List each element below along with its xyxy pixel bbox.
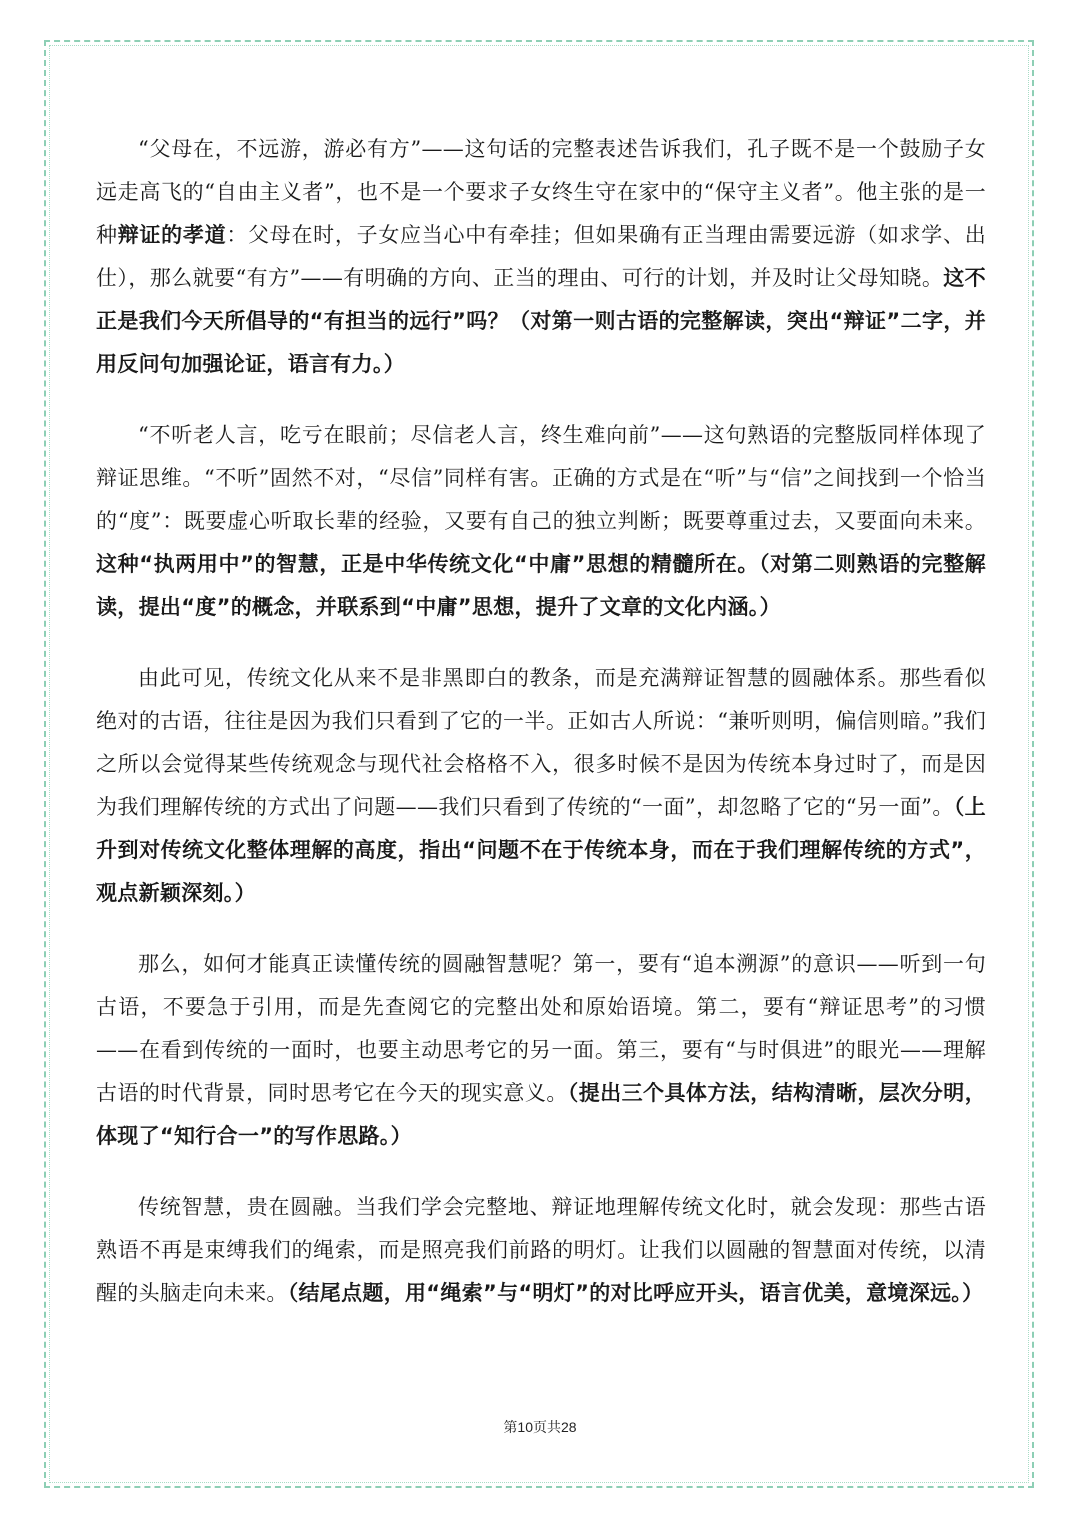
para-1-text-2: ：父母在时，子女应当心中有牵挂；但如果确有正当理由需要远游（如求学、出仕），那么就要“有方”——有明确的方向、正当的理由、可行的计划，并及时让父母知晓。 xyxy=(96,223,986,290)
paragraph-5 xyxy=(96,1186,986,1315)
para-5-annotation: （结尾点题，用“绳索”与“明灯”的对比呼应开头，语言优美，意境深远。） xyxy=(287,1281,984,1305)
para-4-text-1: 那么，如何才能真正读懂传统的圆融智慧呢？第一，要有“追本溯源”的意识——听到一句古语，不要急于引用，而是先查阅它的完整出处和原始语境。第二，要有“辩证思考”的习惯——在看到传统的一面时，也要主动思考它的另一面。第三，要有“与时俱进”的眼光——理解古语的时代背景，同时思考它在今天的现实意义。 xyxy=(96,952,986,1105)
document-body xyxy=(96,128,986,1343)
paragraph-1 xyxy=(96,128,986,386)
paragraph-2 xyxy=(96,414,986,629)
paragraph-3 xyxy=(96,657,986,915)
para-2-text-1: “不听老人言，吃亏在眼前；尽信老人言，终生难向前”——这句熟语的完整版同样体现了辩证思维。“不听”固然不对，“尽信”同样有害。正确的方式是在“听”与“信”之间找到一个恰当的“度”：既要虚心听取长辈的经验，又要有自己的独立判断；既要尊重过去，又要面向未来。 xyxy=(96,423,986,533)
paragraph-4 xyxy=(96,943,986,1158)
page-number: 第10页共28 xyxy=(503,1419,577,1435)
para-1-annotation: （对第一则古语的完整解读，突出“辩证”二字，并用反问句加强论证，语言有力。） xyxy=(96,309,986,376)
para-3-text-1: 由此可见，传统文化从来不是非黑即白的教条，而是充满辩证智慧的圆融体系。那些看似绝对的古语，往往是因为我们只看到了它的一半。正如古人所说：“兼听则明，偏信则暗。”我们之所以会觉得某些传统观念与现代社会格格不入，很多时候不是因为传统本身过时了，而是因为我们理解传统的方式出了问题——我们只看到了传统的“一面”，却忽略了它的“另一面”。 xyxy=(96,666,986,819)
para-1-text-1: “父母在，不远游，游必有方”——这句话的完整表述告诉我们，孔子既不是一个鼓励子女远走高飞的“自由主义者”，也不是一个要求子女终生守在家中的“保守主义者”。他主张的是一种 xyxy=(96,137,986,247)
para-1-bold-2: 这不正是我们今天所倡导的“有担当的远行”吗？ xyxy=(96,266,986,333)
para-2-annotation: （对第二则熟语的完整解读，提出“度”的概念，并联系到“中庸”思想，提升了文章的文化内涵。） xyxy=(96,552,986,619)
para-5-text-1: 传统智慧，贵在圆融。当我们学会完整地、辩证地理解传统文化时，就会发现：那些古语熟语不再是束缚我们的绳索，而是照亮我们前路的明灯。让我们以圆融的智慧面对传统，以清醒的头脑走向未来。 xyxy=(96,1195,986,1305)
para-1-bold-1: 辩证的孝道 xyxy=(117,223,227,247)
para-3-annotation: （上升到对传统文化整体理解的高度，指出“问题不在于传统本身，而在于我们理解传统的方式”，观点新颖深刻。） xyxy=(96,795,986,905)
para-2-bold-1: 这种“执两用中”的智慧，正是中华传统文化“中庸”思想的精髓所在。 xyxy=(96,552,759,576)
para-4-annotation: （提出三个具体方法，结构清晰，层次分明，体现了“知行合一”的写作思路。） xyxy=(96,1081,986,1148)
